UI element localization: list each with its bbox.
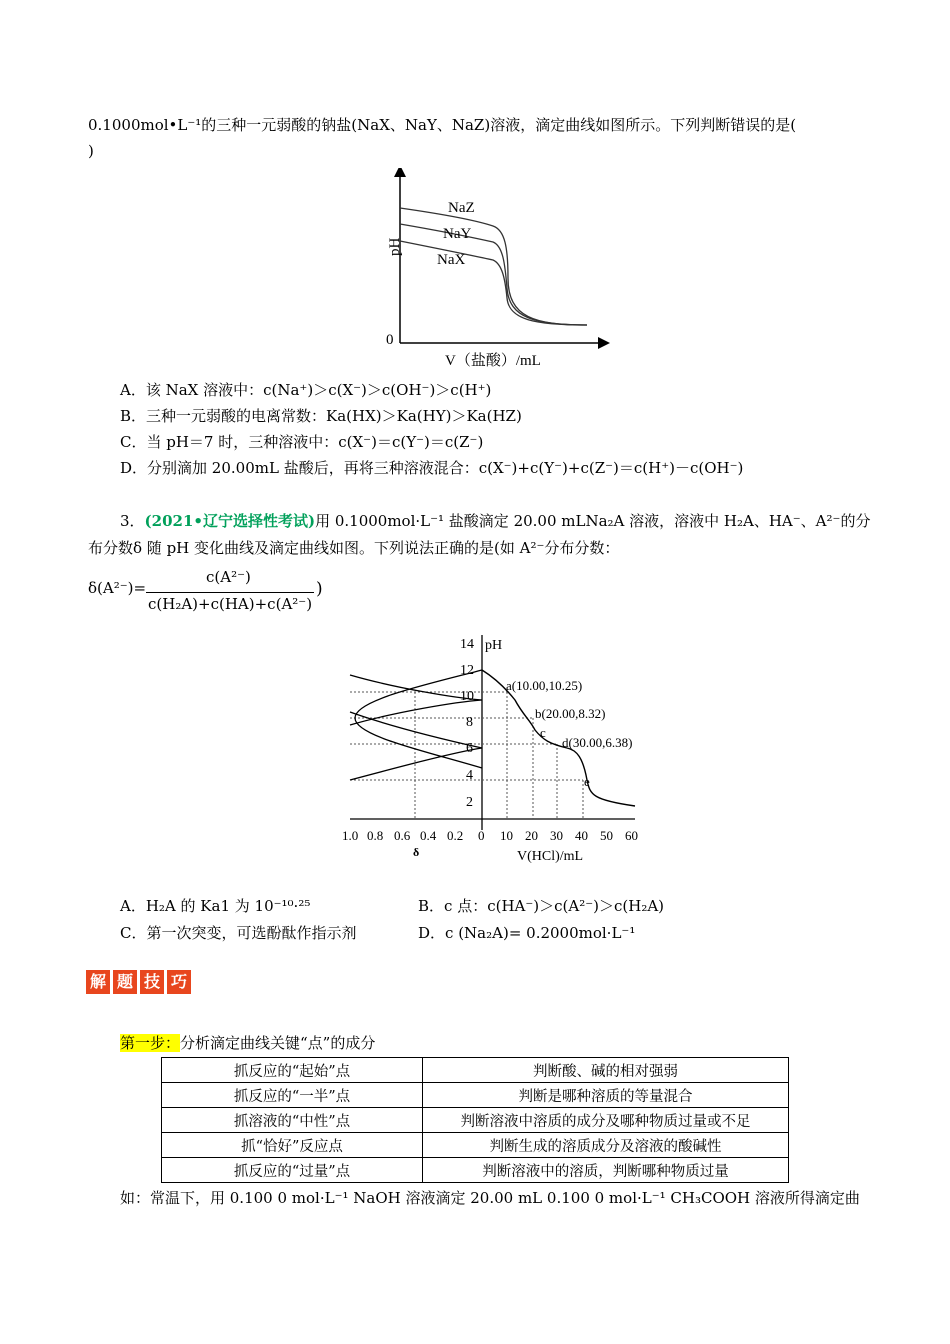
table-cell: 判断溶液中的溶质，判断哪种物质过量 <box>423 1158 789 1183</box>
table-cell: 抓反应的“起始”点 <box>162 1058 423 1083</box>
table-cell: 抓反应的“过量”点 <box>162 1158 423 1183</box>
point-b-label: b(20.00,8.32) <box>535 706 606 721</box>
tick-x-1.0: 1.0 <box>342 828 359 843</box>
q2-curve-naz <box>400 208 587 325</box>
point-a-label: a(10.00,10.25) <box>506 678 583 693</box>
tips-badge-2: 题 <box>113 970 137 994</box>
tips-badge-1: 解 <box>86 970 110 994</box>
q2-origin: 0 <box>386 332 394 348</box>
q2-titration-chart <box>375 168 610 368</box>
q3-option-b: B．c 点：c(HA⁻)＞c(A²⁻)＞c(H₂A) <box>418 897 665 915</box>
tips-table <box>161 1057 789 1183</box>
tick-y-10: 10 <box>460 689 474 704</box>
tick-x-30: 30 <box>550 828 563 843</box>
q3-stem-line1 <box>120 511 870 531</box>
table-row <box>162 1158 789 1183</box>
table-row <box>162 1083 789 1108</box>
tips-step-label: 第一步： <box>120 1034 181 1052</box>
formula-fraction-bar <box>146 592 314 593</box>
q3-x-left-label: δ <box>413 845 420 859</box>
q3-option-c: C．第一次突变，可选酚酞作指示剂 <box>120 924 357 942</box>
table-row <box>162 1058 789 1083</box>
tips-heading <box>86 970 194 994</box>
table-cell: 判断是哪种溶质的等量混合 <box>423 1083 789 1108</box>
tick-y-8: 8 <box>466 715 473 730</box>
tick-y-6: 6 <box>466 741 473 756</box>
table-cell: 判断生成的溶质成分及溶液的酸碱性 <box>423 1133 789 1158</box>
tick-x-0.4: 0.4 <box>420 828 437 843</box>
tick-x-0: 0 <box>478 828 485 843</box>
q3-option-d: D．c (Na₂A)= 0.2000mol·L⁻¹ <box>418 924 636 942</box>
tick-y-4: 4 <box>466 768 473 783</box>
q3-option-a: A．H₂A 的 Ka1 为 10⁻¹⁰·²⁵ <box>120 897 311 915</box>
tips-step-text: 分析滴定曲线关键“点”的成分 <box>180 1034 376 1052</box>
q3-y-label: pH <box>485 638 503 653</box>
tick-x-0.6: 0.6 <box>394 828 411 843</box>
q2-label-naz: NaZ <box>448 200 475 216</box>
q2-stem-line1: 0.1000mol•L⁻¹的三种一元弱酸的钠盐(NaX、NaY、NaZ)溶液，滴定曲线如图所示。下列判断错误的是( <box>88 116 797 134</box>
q2-x-label: V（盐酸）/mL <box>445 353 541 368</box>
tick-y-12: 12 <box>460 663 474 678</box>
q2-option-d: D．分别滴加 20.00mL 盐酸后，再将三种溶液混合：c(X⁻)+c(Y⁻)+c(Z⁻)＝c(H⁺)－c(OH⁻) <box>120 459 744 477</box>
q2-option-c: C．当 pH＝7 时，三种溶液中：c(X⁻)＝c(Y⁻)＝c(Z⁻) <box>120 433 484 451</box>
tick-x-0.2: 0.2 <box>447 828 464 843</box>
formula-numerator: c(A²⁻) <box>206 568 251 586</box>
table-cell: 判断酸、碱的相对强弱 <box>423 1058 789 1083</box>
q3-formula <box>88 568 348 618</box>
formula-lhs: δ(A²⁻)= <box>88 579 147 597</box>
tick-x-20: 20 <box>525 828 538 843</box>
tick-x-0.8: 0.8 <box>367 828 384 843</box>
q2-y-label: pH <box>387 237 403 256</box>
q2-curve-nay <box>400 224 587 325</box>
tips-step <box>120 1033 375 1053</box>
q3-source: (2021•辽宁选择性考试) <box>144 512 316 530</box>
formula-close: ) <box>316 579 323 599</box>
q2-label-nay: NaY <box>443 226 472 242</box>
tick-x-60: 60 <box>625 828 638 843</box>
tips-badge-3: 技 <box>140 970 164 994</box>
table-cell: 判断溶液中溶质的成分及哪种物质过量或不足 <box>423 1108 789 1133</box>
q2-curve-nax <box>400 241 587 325</box>
table-cell: 抓反应的“一半”点 <box>162 1083 423 1108</box>
q2-option-b: B．三种一元弱酸的电离常数：Ka(HX)＞Ka(HY)＞Ka(HZ) <box>120 407 522 425</box>
formula-denominator: c(H₂A)+c(HA)+c(A²⁻) <box>148 595 313 613</box>
tick-y-14: 14 <box>460 637 474 652</box>
q2-stem-line2: ) <box>88 142 94 160</box>
table-cell: 抓“恰好”反应点 <box>162 1133 423 1158</box>
tick-x-10: 10 <box>500 828 513 843</box>
tips-example: 如：常温下，用 0.100 0 mol·L⁻¹ NaOH 溶液滴定 20.00 mL 0.100 0 mol·L⁻¹ CH₃COOH 溶液所得滴定曲 <box>120 1189 860 1207</box>
tips-badge-4: 巧 <box>167 970 191 994</box>
tick-y-2: 2 <box>466 795 473 810</box>
q3-stem-line2: 布分数δ 随 pH 变化曲线及滴定曲线如图。下列说法正确的是(如 A²⁻分布分数： <box>88 539 620 557</box>
tick-x-40: 40 <box>575 828 588 843</box>
table-row <box>162 1108 789 1133</box>
tick-x-50: 50 <box>600 828 613 843</box>
q3-x-right-label: V(HCl)/mL <box>517 849 584 864</box>
q3-stem-text: 用 0.1000mol·L⁻¹ 盐酸滴定 20.00 mLNa₂A 溶液，溶液中 H₂A、HA⁻、A²⁻的分 <box>315 512 871 530</box>
point-e-label: e <box>584 774 590 789</box>
q2-label-nax: NaX <box>437 252 466 268</box>
q2-option-a: A．该 NaX 溶液中：c(Na⁺)＞c(X⁻)＞c(OH⁻)＞c(H⁺) <box>120 381 492 399</box>
point-c-label: c <box>540 725 546 740</box>
table-row <box>162 1133 789 1158</box>
q3-number: 3． <box>120 512 145 530</box>
q3-curve-h2a <box>350 712 482 780</box>
point-d-label: d(30.00,6.38) <box>562 735 633 750</box>
table-cell: 抓溶液的“中性”点 <box>162 1108 423 1133</box>
q3-distribution-titration-chart <box>335 630 645 865</box>
